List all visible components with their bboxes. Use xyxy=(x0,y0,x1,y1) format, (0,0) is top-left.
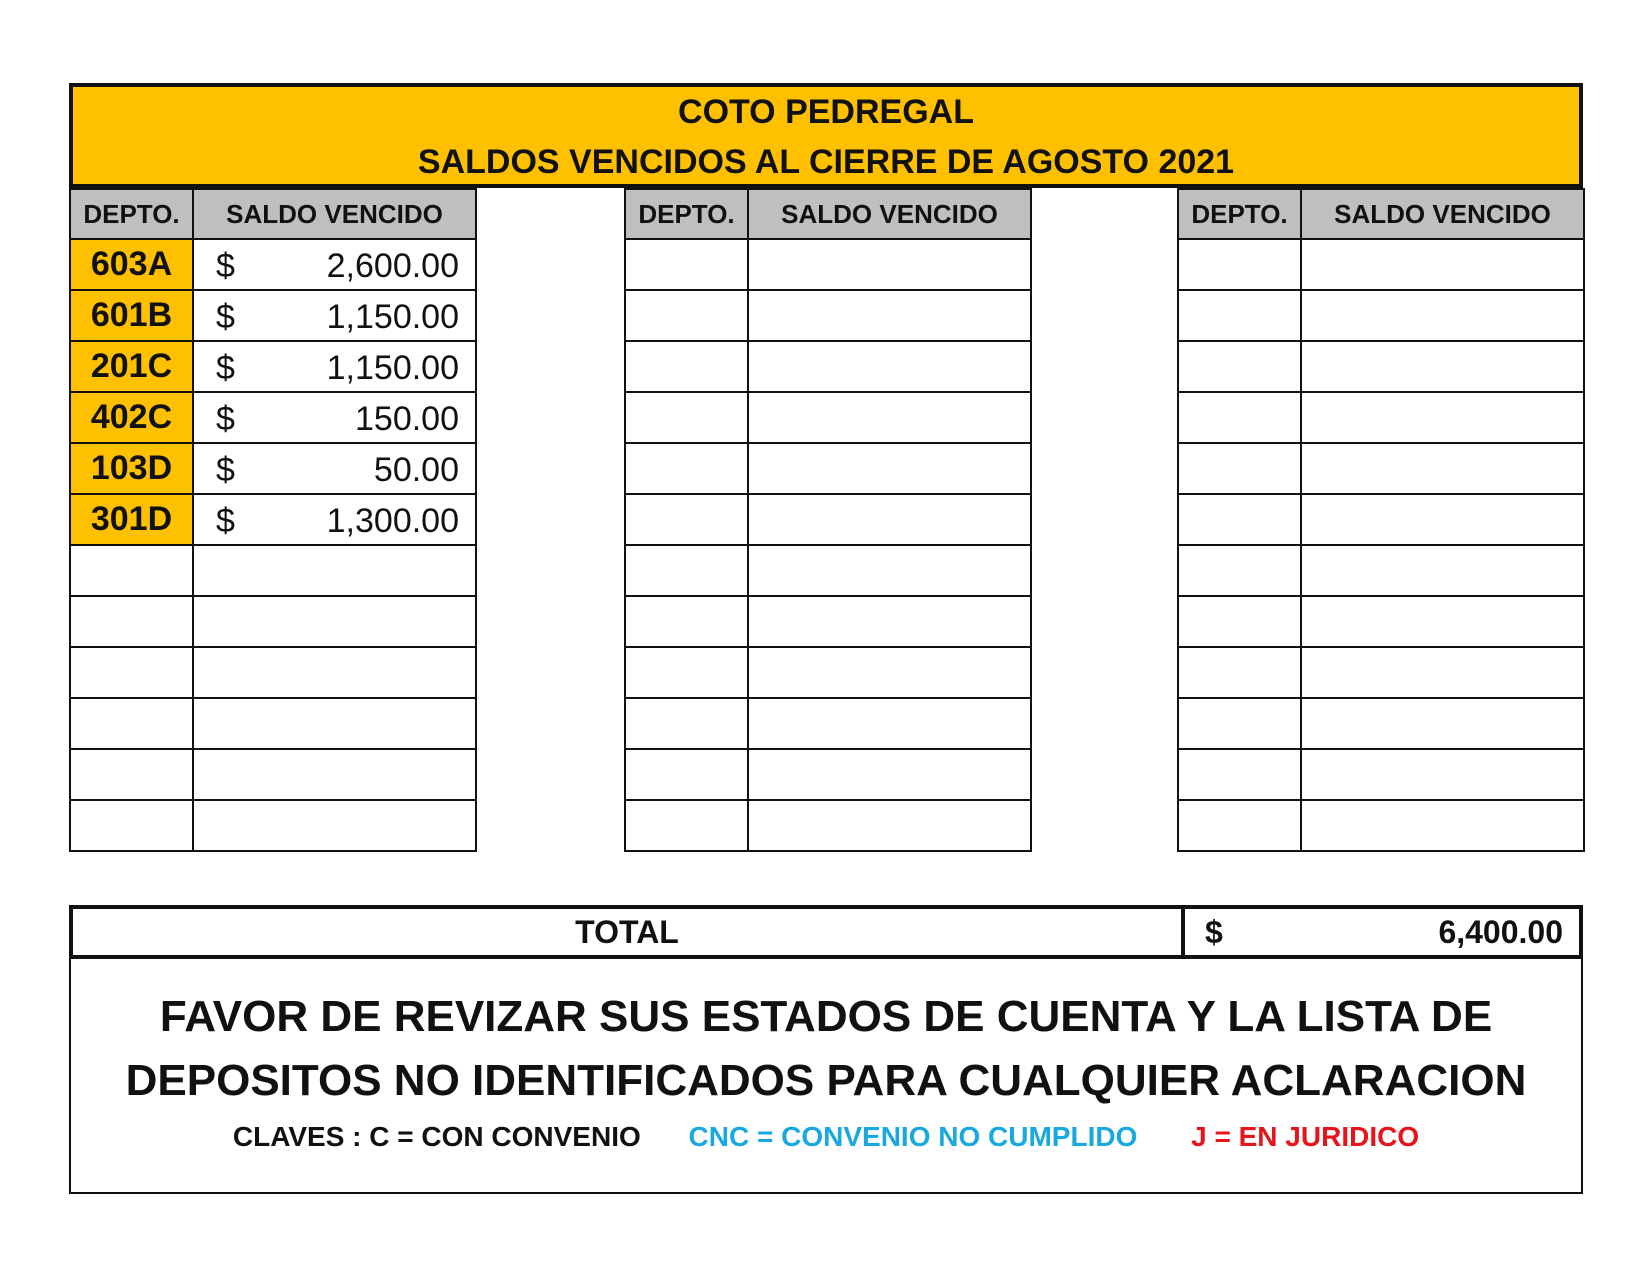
saldo-amount: 50.00 xyxy=(373,451,459,489)
saldo-cell xyxy=(193,290,476,341)
empty-row xyxy=(1178,239,1584,290)
depto-header: DEPTO. xyxy=(625,189,748,239)
empty-row xyxy=(625,698,1031,749)
saldo-cell xyxy=(748,443,1031,494)
depto-cell: 601B xyxy=(70,290,193,341)
saldo-cell xyxy=(1301,341,1584,392)
depto-cell xyxy=(1178,392,1301,443)
saldo-cell xyxy=(748,239,1031,290)
saldo-cell xyxy=(193,800,476,851)
saldo-cell xyxy=(193,341,476,392)
depto-cell xyxy=(1178,494,1301,545)
depto-cell xyxy=(1178,596,1301,647)
saldo-cell xyxy=(193,545,476,596)
saldo-cell xyxy=(1301,800,1584,851)
depto-cell: 103D xyxy=(70,443,193,494)
saldo-cell xyxy=(748,341,1031,392)
empty-row xyxy=(70,698,476,749)
saldo-cell xyxy=(1301,239,1584,290)
depto-cell xyxy=(1178,443,1301,494)
saldo-cell xyxy=(748,290,1031,341)
depto-header: DEPTO. xyxy=(70,189,193,239)
currency-symbol: $ xyxy=(216,349,235,387)
empty-row xyxy=(1178,443,1584,494)
clave-convenio: CLAVES : C = CON CONVENIO xyxy=(232,1121,641,1152)
depto-cell xyxy=(625,443,748,494)
notice-line-2: DEPOSITOS NO IDENTIFICADOS PARA CUALQUIER ACLARACION xyxy=(125,1056,1527,1105)
depto-cell xyxy=(1178,800,1301,851)
currency-symbol: $ xyxy=(216,247,235,285)
depto-cell: 603A xyxy=(70,239,193,290)
depto-cell: 402C xyxy=(70,392,193,443)
saldo-cell xyxy=(193,239,476,290)
saldo-amount: 150.00 xyxy=(355,400,459,438)
depto-cell xyxy=(1178,341,1301,392)
saldo-cell xyxy=(1301,290,1584,341)
saldo-cell xyxy=(193,494,476,545)
table-row xyxy=(70,239,476,290)
depto-cell xyxy=(625,698,748,749)
depto-cell xyxy=(625,341,748,392)
depto-cell xyxy=(70,698,193,749)
depto-cell xyxy=(1178,239,1301,290)
empty-row xyxy=(1178,749,1584,800)
table-row xyxy=(70,341,476,392)
depto-cell xyxy=(70,749,193,800)
empty-row xyxy=(70,596,476,647)
table-row xyxy=(70,392,476,443)
empty-row xyxy=(1178,341,1584,392)
total-amount: 6,400.00 xyxy=(1438,914,1563,950)
clave-juridico: J = EN JURIDICO xyxy=(1191,1121,1420,1152)
saldo-cell xyxy=(1301,392,1584,443)
report-title: COTO PEDREGAL xyxy=(678,93,974,131)
saldo-cell xyxy=(193,749,476,800)
saldo-cell xyxy=(748,698,1031,749)
empty-row xyxy=(625,494,1031,545)
total-label: TOTAL xyxy=(73,909,1185,955)
empty-row xyxy=(70,647,476,698)
saldo-cell xyxy=(1301,545,1584,596)
saldo-cell xyxy=(1301,596,1584,647)
empty-row xyxy=(1178,647,1584,698)
report-subtitle: SALDOS VENCIDOS AL CIERRE DE AGOSTO 2021 xyxy=(417,143,1235,181)
saldo-cell xyxy=(1301,647,1584,698)
saldo-amount: 2,600.00 xyxy=(326,247,459,285)
saldo-cell xyxy=(1301,494,1584,545)
depto-cell xyxy=(70,647,193,698)
table-row xyxy=(70,290,476,341)
saldo-cell xyxy=(1301,443,1584,494)
empty-row xyxy=(1178,545,1584,596)
depto-cell xyxy=(625,800,748,851)
depto-cell xyxy=(1178,698,1301,749)
depto-cell xyxy=(625,392,748,443)
saldo-cell xyxy=(193,647,476,698)
empty-row xyxy=(625,443,1031,494)
report-title-block xyxy=(69,83,1583,188)
empty-row xyxy=(625,239,1031,290)
depto-cell xyxy=(625,239,748,290)
saldo-cell xyxy=(193,596,476,647)
notice-box xyxy=(69,957,1583,1194)
saldo-header: SALDO VENCIDO xyxy=(1301,189,1584,239)
empty-row xyxy=(1178,698,1584,749)
table-row xyxy=(70,443,476,494)
depto-cell xyxy=(1178,749,1301,800)
depto-cell xyxy=(625,545,748,596)
empty-row xyxy=(625,545,1031,596)
empty-row xyxy=(1178,596,1584,647)
currency-symbol: $ xyxy=(216,502,235,540)
table-row xyxy=(70,494,476,545)
empty-row xyxy=(625,341,1031,392)
claves-legend xyxy=(71,1121,1581,1153)
depto-cell xyxy=(70,596,193,647)
saldo-header: SALDO VENCIDO xyxy=(193,189,476,239)
depto-cell: 201C xyxy=(70,341,193,392)
clave-convenio-no-cumplido: CNC = CONVENIO NO CUMPLIDO xyxy=(688,1121,1138,1152)
depto-cell xyxy=(1178,545,1301,596)
depto-cell xyxy=(625,494,748,545)
depto-cell xyxy=(625,290,748,341)
depto-cell: 301D xyxy=(70,494,193,545)
saldo-cell xyxy=(748,596,1031,647)
empty-row xyxy=(1178,392,1584,443)
saldos-table-2 xyxy=(624,188,1032,852)
depto-cell xyxy=(70,800,193,851)
currency-symbol: $ xyxy=(216,451,235,489)
saldo-cell xyxy=(193,443,476,494)
empty-row xyxy=(70,545,476,596)
empty-row xyxy=(625,596,1031,647)
depto-header: DEPTO. xyxy=(1178,189,1301,239)
saldo-cell xyxy=(748,749,1031,800)
saldo-cell xyxy=(748,392,1031,443)
empty-row xyxy=(625,800,1031,851)
depto-cell xyxy=(625,749,748,800)
saldo-cell xyxy=(748,647,1031,698)
saldo-cell xyxy=(193,698,476,749)
saldo-cell xyxy=(748,494,1031,545)
saldo-cell xyxy=(748,545,1031,596)
empty-row xyxy=(625,392,1031,443)
currency-symbol: $ xyxy=(216,298,235,336)
empty-row xyxy=(625,290,1031,341)
saldos-table-1 xyxy=(69,188,477,852)
saldo-cell xyxy=(748,800,1031,851)
saldo-amount: 1,150.00 xyxy=(326,349,459,387)
saldo-amount: 1,300.00 xyxy=(326,502,459,540)
saldo-cell xyxy=(1301,698,1584,749)
depto-cell xyxy=(1178,647,1301,698)
empty-row xyxy=(1178,290,1584,341)
depto-cell xyxy=(1178,290,1301,341)
empty-row xyxy=(70,800,476,851)
depto-cell xyxy=(625,647,748,698)
total-value xyxy=(1185,909,1579,955)
saldo-header: SALDO VENCIDO xyxy=(748,189,1031,239)
total-row xyxy=(69,905,1583,959)
depto-cell xyxy=(625,596,748,647)
saldo-cell xyxy=(193,392,476,443)
currency-symbol: $ xyxy=(216,400,235,438)
notice-line-1: FAVOR DE REVIZAR SUS ESTADOS DE CUENTA Y LA LISTA DE xyxy=(159,992,1493,1041)
saldo-cell xyxy=(1301,749,1584,800)
saldos-table-3 xyxy=(1177,188,1585,852)
currency-symbol: $ xyxy=(1205,914,1223,950)
empty-row xyxy=(625,749,1031,800)
empty-row xyxy=(625,647,1031,698)
saldo-amount: 1,150.00 xyxy=(326,298,459,336)
empty-row xyxy=(1178,494,1584,545)
empty-row xyxy=(1178,800,1584,851)
empty-row xyxy=(70,749,476,800)
depto-cell xyxy=(70,545,193,596)
